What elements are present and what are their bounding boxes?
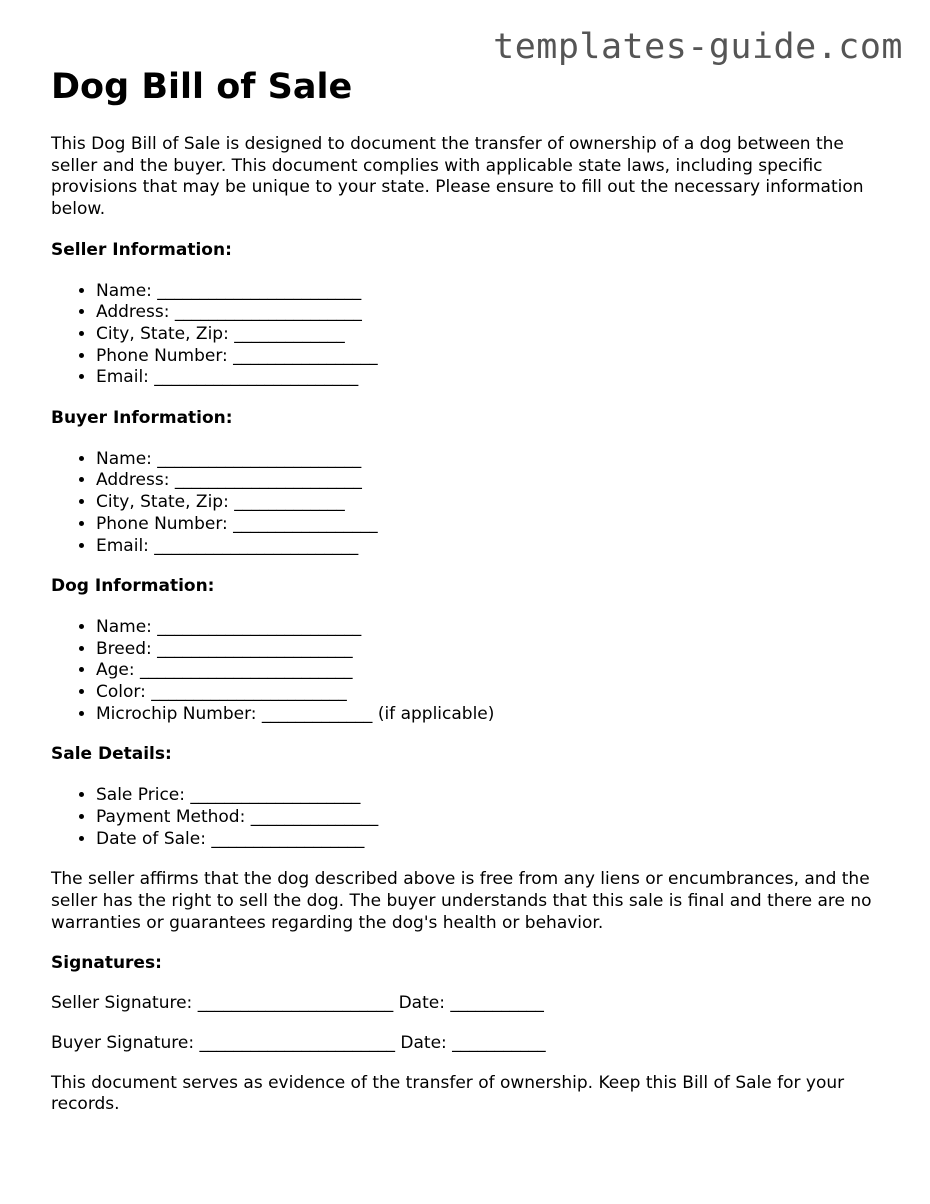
buyer-city-state-zip-field: • City, State, Zip: _____________ (96, 492, 891, 514)
buyer-address-field: • Address: ______________________ (96, 470, 891, 492)
signatures-heading: Signatures: (51, 953, 162, 974)
dog-breed-field: • Breed: _______________________ (96, 639, 891, 661)
affirmation-paragraph: The seller affirms that the dog described above is free from any liens or encumbrances, and the seller has the right to sell the dog. The buyer understands that this sale is final and there are no warranties or guarantees regarding the dog's health or behavior. (51, 869, 872, 933)
dog-heading: Dog Information: (51, 576, 215, 597)
intro-paragraph: This Dog Bill of Sale is designed to document the transfer of ownership of a dog between the seller and the buyer. This document complies with applicable state laws, including specific provisions that may be unique to your state. Please ensure to fill out the necessary information below. (51, 134, 864, 220)
dog-fields (51, 617, 891, 726)
seller-signature-line: Seller Signature: _______________________ Date: ___________ (51, 993, 544, 1014)
buyer-signature-line: Buyer Signature: _______________________ Date: ___________ (51, 1032, 546, 1053)
seller-email-field: • Email: ________________________ (96, 367, 891, 389)
sale-fields (51, 785, 891, 850)
seller-city-state-zip-field: • City, State, Zip: _____________ (96, 324, 891, 346)
closing-paragraph: This document serves as evidence of the transfer of ownership. Keep this Bill of Sale for your records. (51, 1072, 845, 1115)
buyer-email-field: • Email: ________________________ (96, 536, 891, 558)
dog-name-field: • Name: ________________________ (96, 617, 891, 639)
seller-fields (51, 281, 891, 390)
buyer-fields (51, 449, 891, 558)
page-title: Dog Bill of Sale (51, 67, 353, 107)
dog-age-field: • Age: _________________________ (96, 660, 891, 682)
date-of-sale-field: • Date of Sale: __________________ (96, 829, 891, 851)
dog-color-field: • Color: _______________________ (96, 682, 891, 704)
buyer-heading: Buyer Information: (51, 408, 233, 429)
seller-phone-field: • Phone Number: _________________ (96, 346, 891, 368)
sale-price-field: • Sale Price: ____________________ (96, 785, 891, 807)
sale-heading: Sale Details: (51, 744, 172, 765)
watermark: templates-guide.com (493, 27, 903, 67)
document-page (51, 66, 891, 1116)
seller-address-field: • Address: ______________________ (96, 302, 891, 324)
seller-heading: Seller Information: (51, 239, 232, 260)
dog-microchip-field: • Microchip Number: _____________ (if applicable) (96, 704, 891, 726)
buyer-name-field: • Name: ________________________ (96, 449, 891, 471)
seller-name-field: • Name: ________________________ (96, 281, 891, 303)
buyer-phone-field: • Phone Number: _________________ (96, 514, 891, 536)
payment-method-field: • Payment Method: _______________ (96, 807, 891, 829)
